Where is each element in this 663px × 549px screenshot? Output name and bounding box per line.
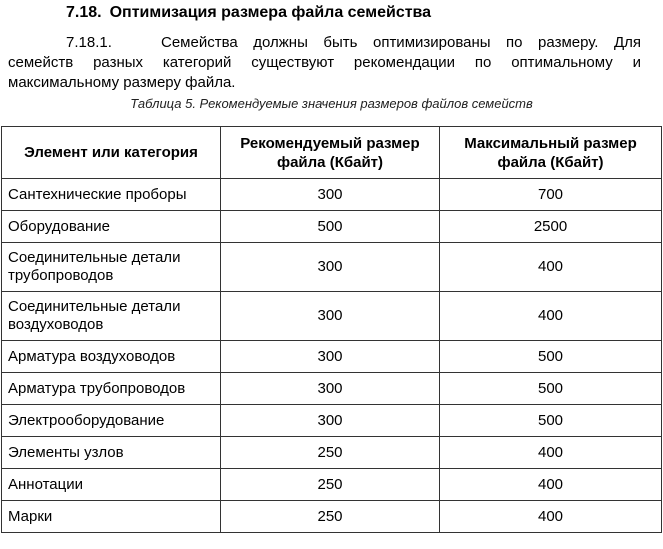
section-title: Оптимизация размера файла семейства	[109, 4, 432, 21]
cell-maximum: 400	[440, 437, 662, 469]
cell-recommended: 250	[221, 501, 440, 533]
table-row	[2, 341, 662, 373]
section-heading	[66, 4, 439, 22]
cell-maximum: 500	[440, 341, 662, 373]
cell-category: Оборудование	[2, 211, 221, 243]
cell-category: Арматура трубопроводов	[2, 373, 221, 405]
paragraph	[8, 33, 641, 93]
cell-maximum: 2500	[440, 211, 662, 243]
section-number: 7.18.	[66, 4, 102, 21]
cell-category: Марки	[2, 501, 221, 533]
cell-maximum: 400	[440, 501, 662, 533]
paragraph-number: 7.18.1.	[66, 34, 112, 51]
cell-recommended: 300	[221, 405, 440, 437]
table-caption: Таблица 5. Рекомендуемые значения размеров файлов семейств	[130, 96, 533, 111]
table-row	[2, 405, 662, 437]
cell-category: Соединительные детали трубопроводов	[2, 243, 221, 292]
cell-maximum: 400	[440, 292, 662, 341]
cell-maximum: 500	[440, 373, 662, 405]
cell-category: Элементы узлов	[2, 437, 221, 469]
table-row	[2, 179, 662, 211]
table-row	[2, 243, 662, 292]
cell-category: Электрооборудование	[2, 405, 221, 437]
table-row	[2, 373, 662, 405]
table-row	[2, 469, 662, 501]
table-row	[2, 292, 662, 341]
cell-maximum: 400	[440, 243, 662, 292]
cell-maximum: 700	[440, 179, 662, 211]
cell-maximum: 400	[440, 469, 662, 501]
cell-recommended: 250	[221, 469, 440, 501]
cell-recommended: 300	[221, 179, 440, 211]
cell-category: Соединительные детали воздуховодов	[2, 292, 221, 341]
cell-recommended: 300	[221, 292, 440, 341]
cell-category: Арматура воздуховодов	[2, 341, 221, 373]
table-row	[2, 437, 662, 469]
header-recommended: Рекомендуемый размер файла (Кбайт)	[221, 127, 440, 179]
cell-category: Сантехнические проборы	[2, 179, 221, 211]
cell-recommended: 300	[221, 243, 440, 292]
cell-recommended: 500	[221, 211, 440, 243]
table-header-row	[2, 127, 662, 179]
cell-category: Аннотации	[2, 469, 221, 501]
file-size-table	[1, 126, 662, 533]
cell-recommended: 250	[221, 437, 440, 469]
table-row	[2, 211, 662, 243]
cell-recommended: 300	[221, 373, 440, 405]
cell-maximum: 500	[440, 405, 662, 437]
header-category: Элемент или категория	[2, 127, 221, 179]
paragraph-text: Семейства должны быть оптимизированы по размеру. Для семейств разных категорий существуют рекомендации по оптимальному и максимальному размеру файла.	[8, 34, 641, 91]
table-row	[2, 501, 662, 533]
header-maximum: Максимальный размер файла (Кбайт)	[440, 127, 662, 179]
cell-recommended: 300	[221, 341, 440, 373]
